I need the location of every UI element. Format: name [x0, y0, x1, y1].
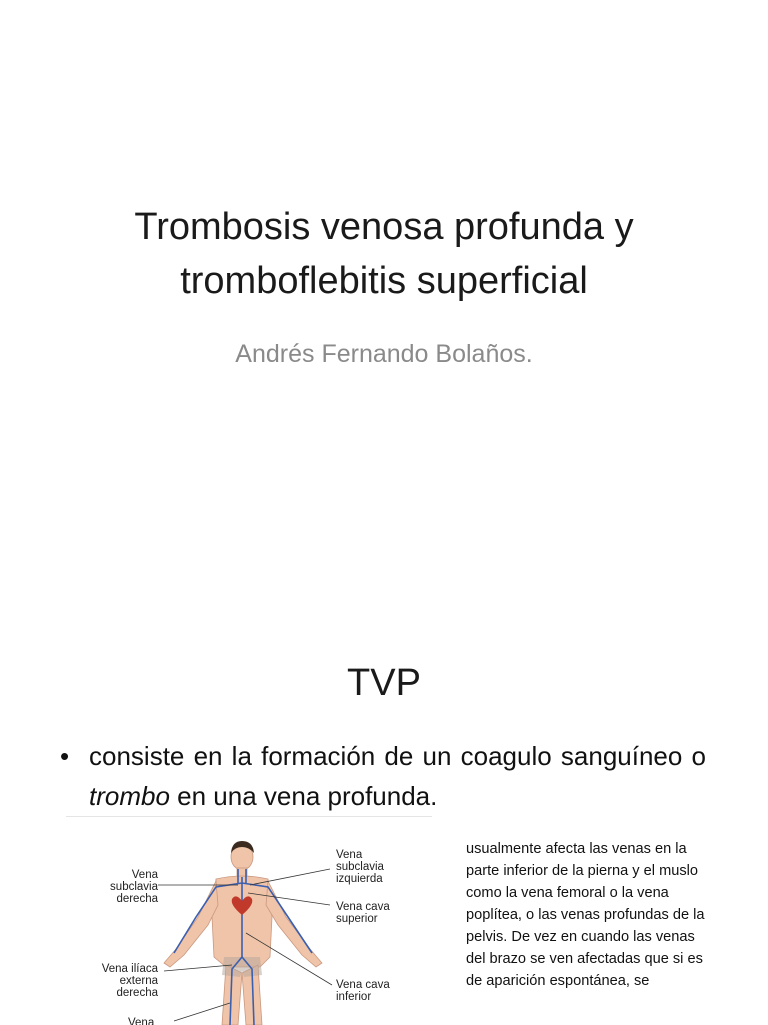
label-vena-subclavia-derecha	[106, 869, 158, 905]
bullet-icon: •	[60, 741, 70, 771]
label-vena-cava-inferior	[336, 979, 390, 1003]
label-line: subclavia	[336, 861, 384, 873]
label-line: derecha	[116, 893, 158, 905]
label-line: Vena ilíaca	[101, 963, 158, 975]
label-line: derecha	[116, 987, 158, 999]
label-vena-subclavia-izquierda	[336, 849, 384, 885]
content-slide-title: TVP	[347, 662, 421, 704]
label-line: subclavia	[110, 881, 158, 893]
bullet-text-italic: trombo	[89, 781, 170, 811]
label-line: externa	[119, 975, 158, 987]
slide-separator	[0, 588, 768, 589]
bullet-text	[89, 736, 706, 816]
slide-subtitle-author: Andrés Fernando Bolaños.	[235, 340, 533, 368]
label-line: inferior	[336, 991, 372, 1003]
label-line: Vena	[336, 849, 363, 861]
label-line: Vena cava	[336, 979, 390, 991]
side-description-text: usualmente afecta las venas en la parte inferior de la pierna y el muslo como la vena femoral o la vena poplítea, o las venas profundas de la pelvis. De vez en cuando las venas del brazo se ven afectadas que si es de aparición espontánea, se	[466, 841, 705, 989]
content-slide	[0, 600, 768, 1024]
label-vena-cava-superior	[336, 901, 390, 925]
label-vena-iliaca-externa-derecha	[92, 963, 158, 999]
label-line: Vena	[131, 869, 158, 881]
slide-title-line-1: Trombosis venosa profunda y	[134, 206, 634, 248]
label-line: Vena	[128, 1017, 155, 1025]
bullet-text-part-2: en una vena profunda.	[169, 781, 438, 811]
venous-system-illustration	[66, 816, 432, 1025]
slide-title	[40, 200, 728, 308]
slide-title-line-2: tromboflebitis superficial	[180, 260, 588, 302]
bullet-text-part-1: consiste en la formación de un coagulo sanguíneo o	[89, 741, 706, 771]
label-line: superior	[336, 913, 378, 925]
label-line: Vena cava	[336, 901, 390, 913]
label-line: izquierda	[336, 873, 383, 885]
bullet-point	[60, 736, 706, 816]
